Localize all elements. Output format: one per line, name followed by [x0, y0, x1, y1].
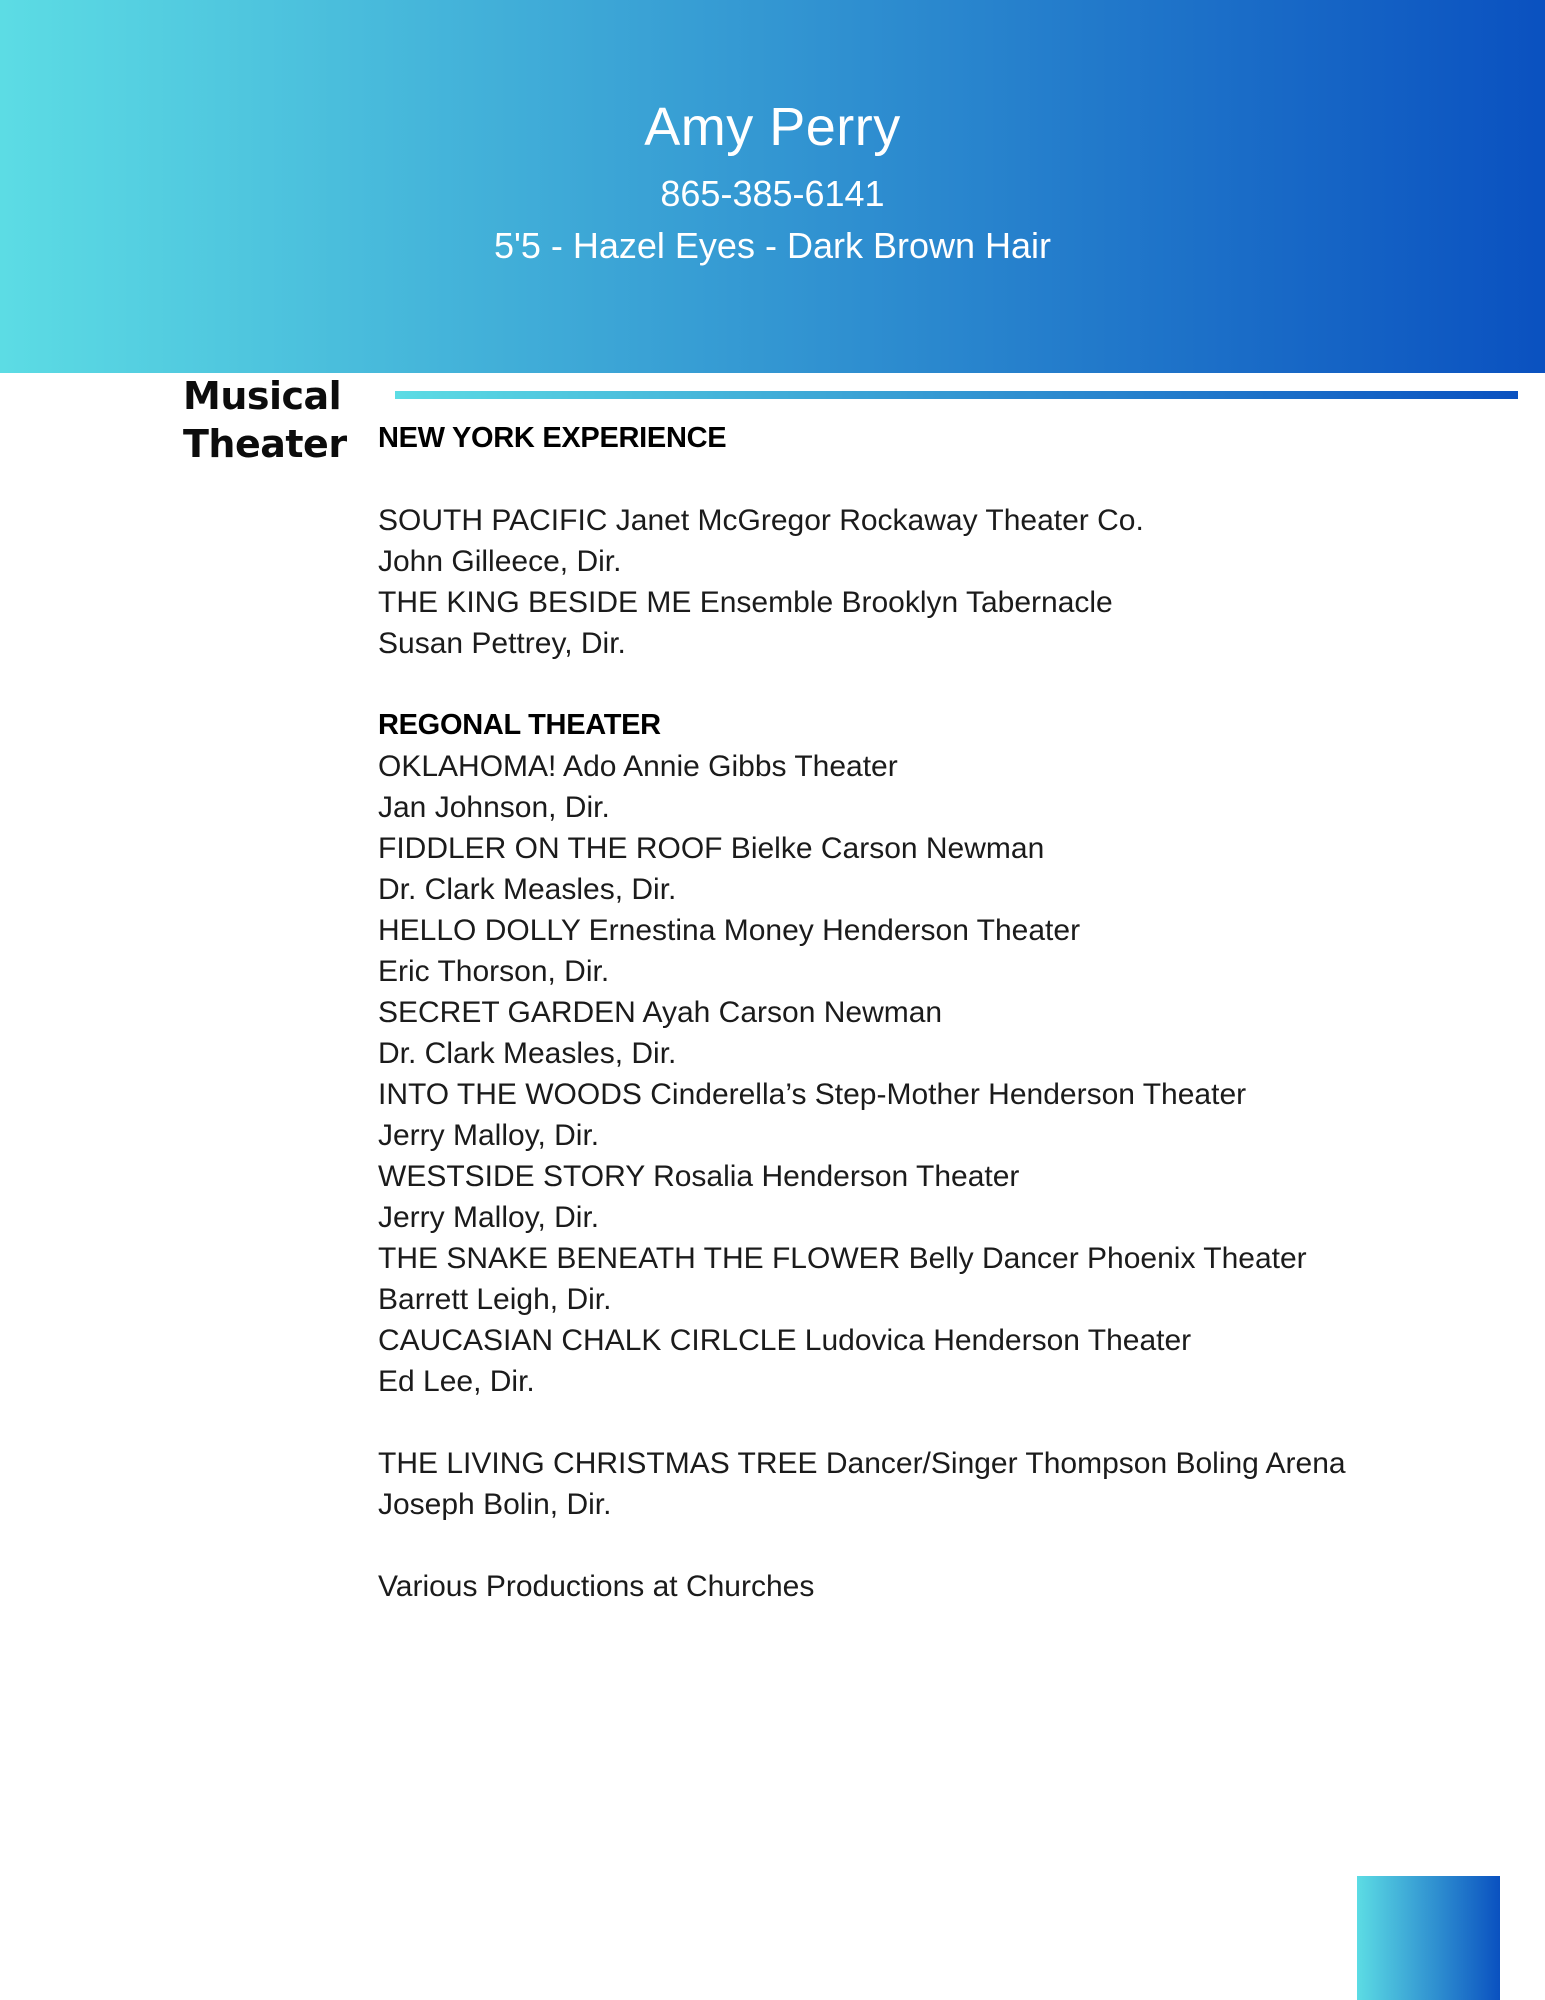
section-label	[183, 372, 347, 468]
credit-section	[378, 705, 1538, 1402]
credits-list	[378, 418, 1538, 1607]
credit-line: OKLAHOMA! Ado Annie Gibbs Theater	[378, 750, 898, 783]
credit-line: SOUTH PACIFIC Janet McGregor Rockaway Theater Co.	[378, 504, 1144, 537]
physical-stats: 5'5 - Hazel Eyes - Dark Brown Hair	[493, 225, 1052, 266]
credit-line: CAUCASIAN CHALK CIRLCLE Ludovica Henderson Theater	[378, 1324, 1192, 1357]
credit-line: HELLO DOLLY Ernestina Money Henderson Theater	[378, 914, 1081, 947]
credit-line: Susan Pettrey, Dir.	[378, 627, 626, 660]
gradient-divider	[395, 391, 1518, 399]
credit-line: Dr. Clark Measles, Dir.	[378, 873, 677, 906]
credit-line: Barrett Leigh, Dir.	[378, 1283, 612, 1316]
section-heading: REGONAL THEATER	[378, 709, 661, 741]
credit-line: Jerry Malloy, Dir.	[378, 1201, 600, 1234]
section-heading: NEW YORK EXPERIENCE	[378, 422, 727, 454]
credit-line: Joseph Bolin, Dir.	[378, 1488, 612, 1521]
credit-line: SECRET GARDEN Ayah Carson Newman	[378, 996, 943, 1029]
credit-line: WESTSIDE STORY Rosalia Henderson Theater	[378, 1160, 1020, 1193]
credit-line: THE KING BESIDE ME Ensemble Brooklyn Tabernacle	[378, 586, 1113, 619]
corner-gradient-square	[1357, 1876, 1500, 2000]
credit-line: John Gilleece, Dir.	[378, 545, 622, 578]
credit-line: THE SNAKE BENEATH THE FLOWER Belly Dancer Phoenix Theater	[378, 1242, 1307, 1275]
credit-line: Jan Johnson, Dir.	[378, 791, 610, 824]
credit-line: THE LIVING CHRISTMAS TREE Dancer/Singer Thompson Boling Arena	[378, 1447, 1346, 1480]
section-label-line1: Musical	[183, 374, 342, 418]
credit-section	[378, 1566, 1538, 1607]
credit-section	[378, 418, 1538, 664]
header-banner	[0, 0, 1545, 373]
phone-number: 865-385-6141	[660, 173, 885, 214]
credit-line: Ed Lee, Dir.	[378, 1365, 535, 1398]
credit-line: Jerry Malloy, Dir.	[378, 1119, 600, 1152]
credit-section	[378, 1443, 1538, 1525]
credit-line: FIDDLER ON THE ROOF Bielke Carson Newman	[378, 832, 1045, 865]
credit-line: Various Productions at Churches	[378, 1570, 815, 1603]
credit-line: Dr. Clark Measles, Dir.	[378, 1037, 677, 1070]
credit-line: INTO THE WOODS Cinderella’s Step-Mother Henderson Theater	[378, 1078, 1247, 1111]
name-title: Amy Perry	[644, 97, 901, 157]
credit-line: Eric Thorson, Dir.	[378, 955, 610, 988]
section-label-line2: Theater	[183, 422, 347, 466]
